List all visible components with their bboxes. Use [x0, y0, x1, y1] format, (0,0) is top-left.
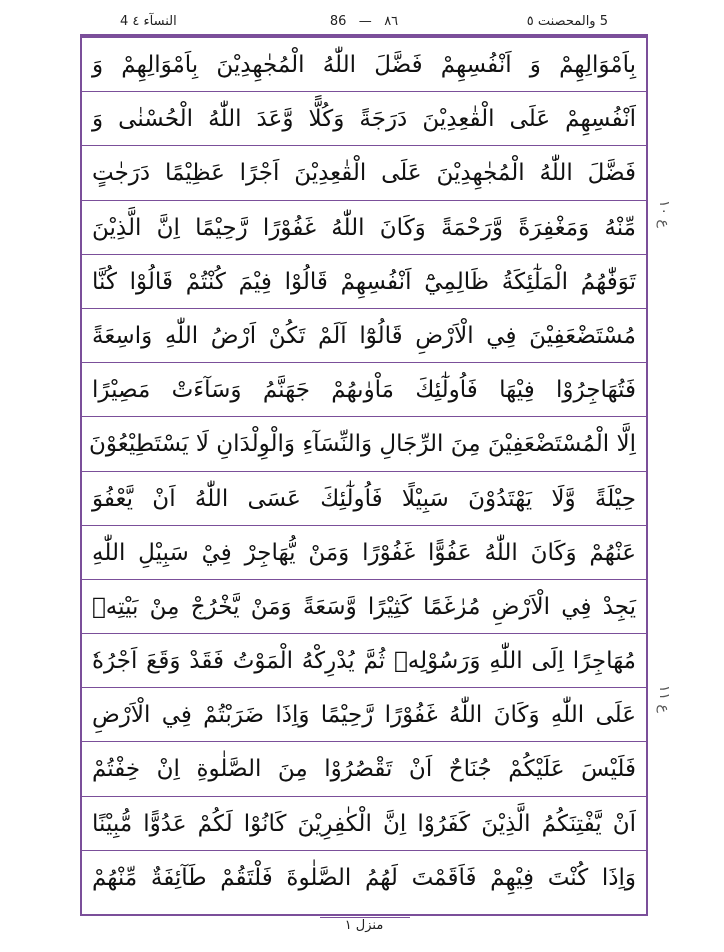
- text-line: حِيْلَةً وَّلَا يَهْتَدُوْنَ سَبِيْلًا فَاُولٰٓئِكَ عَسَى اللّٰهُ اَنْ يَّعْفُوَ: [82, 472, 646, 526]
- page-header: [80, 12, 648, 34]
- text-line: وَاِذَا كُنْتَ فِيْهِمْ فَاَقَمْتَ لَهُمُ الصَّلٰوةَ فَلْتَقُمْ طَآئِفَةٌ مِّنْهُمْ: [92, 864, 636, 891]
- text-line: بِاَمْوَالِهِمْ وَ اَنْفُسِهِمْ فَضَّلَ اللّٰهُ الْمُجٰهِدِيْنَ بِاَمْوَالِهِمْ وَ: [82, 38, 646, 92]
- text-line: اَنْفُسِهِمْ عَلَى الْقٰعِدِيْنَ دَرَجَةً وَكُلًّا وَّعَدَ اللّٰهُ الْحُسْنٰى وَ: [82, 92, 646, 146]
- text-line: فَلَيْسَ عَلَيْكُمْ جُنَاحٌ اَنْ تَقْصُرُوْا مِنَ الصَّلٰوةِ اِنْ خِفْتُمْ: [82, 742, 646, 796]
- page-number-latin: 86: [329, 14, 347, 29]
- text-line: فَضَّلَ اللّٰهُ الْمُجٰهِدِيْنَ عَلَى الْقٰعِدِيْنَ اَجْرًا عَظِيْمًا دَرَجٰتٍ: [82, 146, 646, 200]
- ruku-mark: ع ١٠: [656, 200, 672, 228]
- ruku-mark: ع ١١: [656, 685, 672, 713]
- text-line: اَنْ يَّفْتِنَكُمُ الَّذِيْنَ كَفَرُوْا اِنَّ الْكٰفِرِيْنَ كَانُوْا لَكُمْ عَدُوًّا مُّبِيْنًا: [82, 797, 646, 851]
- manzil-footer: منزل ١: [344, 918, 384, 933]
- text-line: عَلَى اللّٰهِ وَكَانَ اللّٰهُ غَفُوْرًا رَّحِيْمًا وَاِذَا ضَرَبْتُمْ فِي الْاَرْضِ: [82, 688, 646, 742]
- surah-name: 4 النسآء ٤: [120, 14, 177, 29]
- text-line: مُهَاجِرًا اِلَى اللّٰهِ وَرَسُوْلِهٖ ثُمَّ يُدْرِكْهُ الْمَوْتُ فَقَدْ وَقَعَ اَجْرُهٗ: [82, 634, 646, 688]
- text-line: اِلَّا الْمُسْتَضْعَفِيْنَ مِنَ الرِّجَالِ وَالنِّسَآءِ وَالْوِلْدَانِ لَا يَسْتَطِيْعُوْنَ: [82, 417, 646, 471]
- juz-name: 5 والمحصنت ٥: [526, 14, 608, 29]
- text-line: فَتُهَاجِرُوْا فِيْهَا فَاُولٰٓئِكَ مَاْوٰىهُمْ جَهَنَّمُ وَسَآءَتْ مَصِيْرًا: [82, 363, 646, 417]
- page-number-arabic: ٨٦: [384, 14, 399, 29]
- text-line: تَوَفّٰهُمُ الْمَلٰٓئِكَةُ ظَالِمِيْٓ اَنْفُسِهِمْ قَالُوْا فِيْمَ كُنْتُمْ قَالُوْا كُنَّا: [82, 255, 646, 309]
- text-line: مِّنْهُ وَمَغْفِرَةً وَّرَحْمَةً وَكَانَ اللّٰهُ غَفُوْرًا رَّحِيْمًا اِنَّ الَّذِيْنَ: [82, 201, 646, 255]
- quran-text-block: [82, 38, 646, 905]
- text-line: عَنْهُمْ وَكَانَ اللّٰهُ عَفُوًّا غَفُوْرًا وَمَنْ يُّهَاجِرْ فِيْ سَبِيْلِ اللّٰهِ: [82, 526, 646, 580]
- page-number: 86 — ٨٦: [329, 14, 399, 29]
- text-line: مُسْتَضْعَفِيْنَ فِي الْاَرْضِ قَالُوْٓا اَلَمْ تَكُنْ اَرْضُ اللّٰهِ وَاسِعَةً: [82, 309, 646, 363]
- text-line: يَجِدْ فِي الْاَرْضِ مُرٰغَمًا كَثِيْرًا وَّسَعَةً وَمَنْ يَّخْرُجْ مِنْ بَيْتِهٖ: [82, 580, 646, 634]
